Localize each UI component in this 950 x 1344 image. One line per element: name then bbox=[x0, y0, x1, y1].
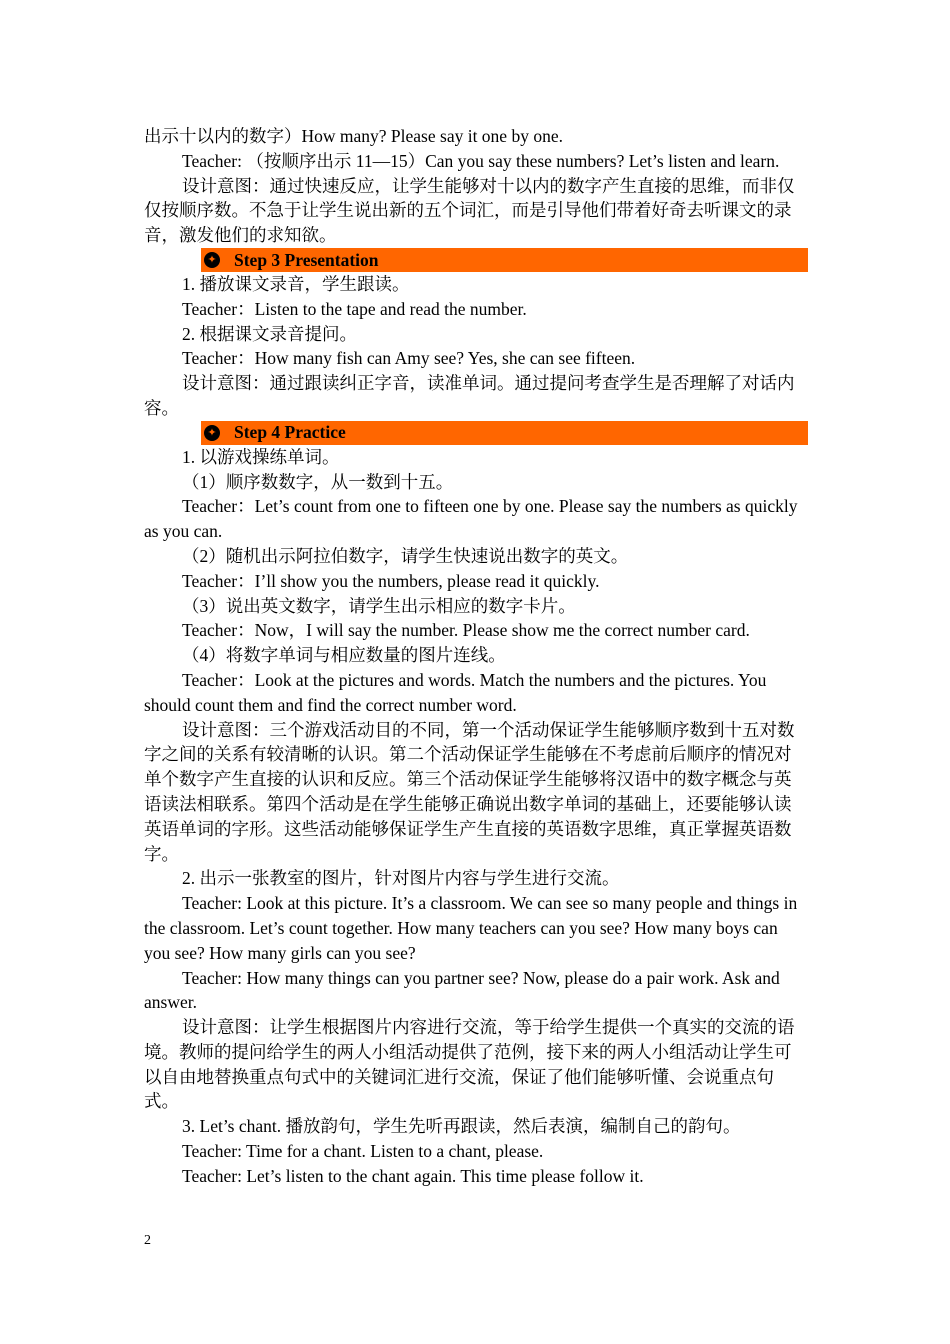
paragraph: 3. Let’s chant. 播放韵句，学生先听再跟读，然后表演，编制自己的韵句。 bbox=[182, 1116, 741, 1137]
paragraph: 设计意图：通过跟读纠正字音，读准单词。通过提问考查学生是否理解了对话内容。 bbox=[144, 373, 795, 418]
paragraph: Teacher：Look at the pictures and words. Match the numbers and the pictures. You should count them and find the correct number word. bbox=[144, 669, 767, 715]
paragraph: 设计意图：通过快速反应，让学生能够对十以内的数字产生直接的思维，而非仅仅按顺序数。不急于让学生说出新的五个词汇，而是引导他们带着好奇去听课文的录音，激发他们的求知欲。 bbox=[144, 175, 795, 246]
paragraph: 1. 播放课文录音，学生跟读。 bbox=[182, 273, 410, 294]
paragraph: Teacher：Now，I will say the number. Please show me the correct number card. bbox=[182, 620, 750, 641]
step-heading-text: Step 3 Presentation bbox=[234, 249, 379, 270]
paragraph: Teacher: Look at this picture. It’s a classroom. We can see so many people and things in the classroom. Let’s count together. How many teachers can you see? How many boys can you see? How many girls can you see? bbox=[144, 893, 798, 963]
paragraph: Teacher: Let’s listen to the chant again. This time please follow it. bbox=[182, 1165, 644, 1186]
paragraph: 设计意图：让学生根据图片内容进行交流，等于给学生提供一个真实的交流的语境。教师的提问给学生的两人小组活动提供了范例，接下来的两人小组活动让学生可以自由地替换重点句式中的关键词汇进行交流，保证了他们能够听懂、会说重点句式。 bbox=[144, 1017, 795, 1112]
paragraph: Teacher：How many fish can Amy see? Yes, she can see fifteen. bbox=[182, 348, 636, 369]
paragraph: Teacher：Listen to the tape and read the number. bbox=[182, 298, 527, 319]
paragraph: 2. 出示一张教室的图片，针对图片内容与学生进行交流。 bbox=[182, 868, 620, 889]
step-heading bbox=[201, 421, 808, 445]
paragraph: Teacher: How many things can you partner see? Now, please do a pair work. Ask and answer. bbox=[144, 967, 780, 1013]
paragraph: Teacher：Let’s count from one to fifteen one by one. Please say the numbers as quickly as you can. bbox=[144, 496, 798, 542]
paragraph: 1. 以游戏操练单词。 bbox=[182, 446, 340, 467]
paragraph: 出示十以内的数字）How many? Please say it one by one. bbox=[144, 126, 563, 146]
page-number: 2 bbox=[144, 1233, 151, 1248]
paragraph: Teacher: Time for a chant. Listen to a chant, please. bbox=[182, 1141, 544, 1162]
paragraph: （2）随机出示阿拉伯数字，请学生快速说出数字的英文。 bbox=[182, 545, 629, 566]
paragraph: （1）顺序数数字，从一数到十五。 bbox=[182, 471, 454, 492]
step-heading-text: Step 4 Practice bbox=[234, 422, 346, 443]
star-badge-icon: ✦ bbox=[204, 425, 220, 441]
paragraph: （3）说出英文数字，请学生出示相应的数字卡片。 bbox=[182, 595, 576, 616]
paragraph: （4）将数字单词与相应数量的图片连线。 bbox=[182, 645, 506, 666]
step-heading bbox=[201, 248, 808, 272]
paragraph: 2. 根据课文录音提问。 bbox=[182, 323, 357, 344]
document-body bbox=[144, 124, 808, 1189]
paragraph: Teacher: （按顺序出示 11—15）Can you say these numbers? Let’s listen and learn. bbox=[182, 150, 780, 171]
paragraph: 设计意图：三个游戏活动目的不同，第一个活动保证学生能够顺序数到十五对数字之间的关系有较清晰的认识。第二个活动保证学生能够在不考虑前后顺序的情况对单个数字产生直接的认识和反应。第三个活动保证学生能够将汉语中的数字概念与英语读法相联系。第四个活动是在学生能够正确说出数字单词的基础上，还要能够认读英语单词的字形。这些活动能够保证学生产生直接的英语数字思维，真正掌握英语数字。 bbox=[144, 719, 795, 864]
star-badge-icon: ✦ bbox=[204, 252, 220, 268]
paragraph: Teacher：I’ll show you the numbers, please read it quickly. bbox=[182, 570, 600, 591]
